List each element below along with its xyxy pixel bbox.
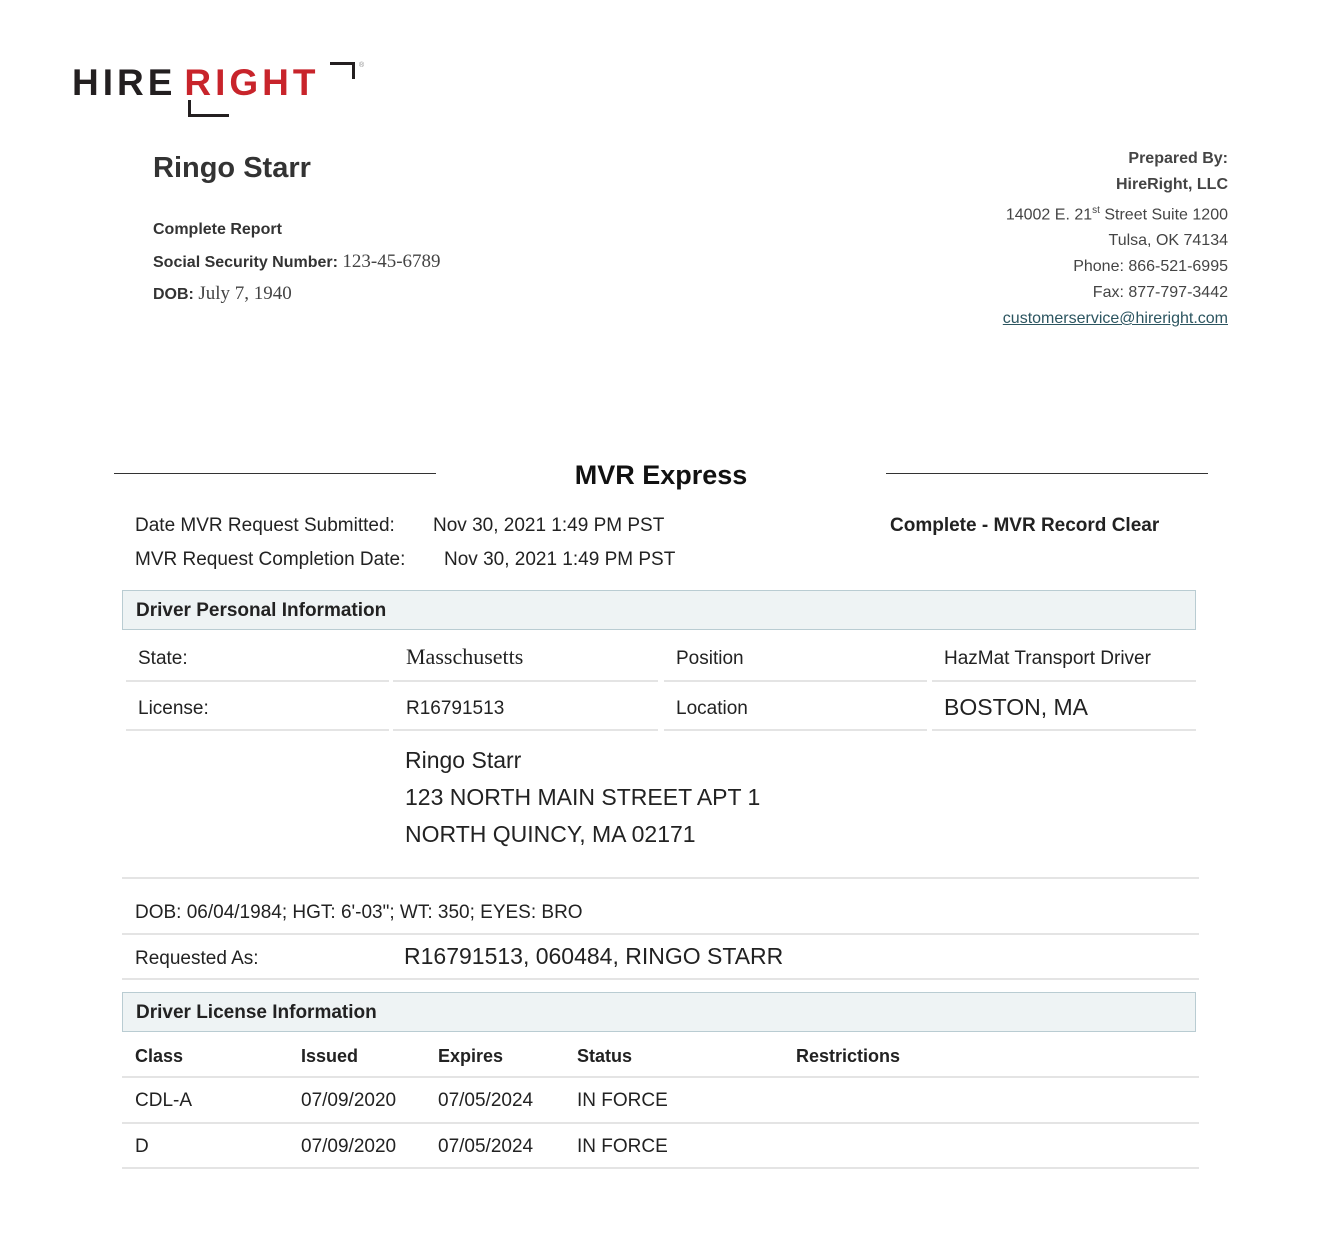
state-value: Masschusetts (406, 644, 524, 669)
prepared-by-company: HireRight, LLC (1116, 176, 1228, 193)
divider (664, 729, 927, 731)
divider (932, 729, 1196, 731)
subject-name: Ringo Starr (153, 152, 311, 184)
hireright-logo: HIRE RIGHT (72, 62, 320, 103)
cell-issued: 07/09/2020 (301, 1090, 397, 1111)
divider (122, 1122, 1199, 1124)
address-line: Ringo Starr (405, 747, 522, 773)
cell-status: IN FORCE (577, 1090, 668, 1111)
divider (932, 680, 1196, 682)
column-header-restrictions: Restrictions (796, 1046, 901, 1066)
cell-status: IN FORCE (577, 1136, 668, 1157)
prepared-by-email[interactable] (1003, 310, 1228, 328)
submitted-value: Nov 30, 2021 1:49 PM PST (433, 515, 665, 536)
requested-as-value: R16791513, 060484, RINGO STARR (404, 943, 784, 969)
prepared-by-address: 14002 E. 21st Street Suite 1200 (1005, 205, 1228, 224)
registered-mark: ® (359, 62, 365, 69)
completed-value: Nov 30, 2021 1:49 PM PST (444, 549, 676, 570)
mvr-status: Complete - MVR Record Clear (890, 515, 1160, 536)
position-label: Position (676, 648, 744, 669)
column-header-issued: Issued (301, 1046, 359, 1066)
divider (122, 933, 1199, 935)
cell-expires: 07/05/2024 (438, 1090, 534, 1111)
license-label: License: (138, 698, 209, 719)
divider (664, 680, 927, 682)
position-value: HazMat Transport Driver (944, 648, 1151, 669)
completed-label: MVR Request Completion Date: (135, 549, 406, 570)
section-personal-info: Driver Personal Information (122, 590, 1196, 630)
requested-as-label: Requested As: (135, 948, 259, 969)
logo-bracket (188, 100, 229, 117)
column-header-status: Status (577, 1046, 633, 1066)
address-line: 123 NORTH MAIN STREET APT 1 (405, 784, 761, 810)
logo-bracket (330, 62, 355, 79)
divider (122, 877, 1199, 879)
divider (393, 680, 658, 682)
cell-class: CDL-A (135, 1090, 193, 1111)
cell-class: D (135, 1136, 149, 1157)
address-line: NORTH QUINCY, MA 02171 (405, 821, 696, 847)
column-header-expires: Expires (438, 1046, 504, 1066)
prepared-by-fax: Fax: 877-797-3442 (1092, 284, 1228, 301)
cell-issued: 07/09/2020 (301, 1136, 397, 1157)
dob-line: DOB: July 7, 1940 (153, 283, 292, 304)
physical-description: DOB: 06/04/1984; HGT: 6'-03"; WT: 350; EYES: BRO (135, 902, 583, 923)
email-link[interactable]: customerservice@hireright.com (1002, 310, 1228, 327)
submitted-label: Date MVR Request Submitted: (135, 515, 395, 536)
divider (126, 680, 389, 682)
state-label: State: (138, 648, 188, 669)
cell-expires: 07/05/2024 (438, 1136, 534, 1157)
divider (122, 1076, 1199, 1078)
license-value: R16791513 (406, 698, 505, 719)
divider (393, 729, 658, 731)
location-value: BOSTON, MA (944, 694, 1088, 720)
divider (126, 729, 389, 731)
ssn-line: Social Security Number: 123-45-6789 (153, 251, 441, 272)
prepared-by-label: Prepared By: (1128, 150, 1228, 167)
mvr-title: MVR Express (574, 460, 748, 490)
divider (122, 978, 1199, 980)
section-license-info: Driver License Information (122, 992, 1196, 1032)
location-label: Location (676, 698, 748, 719)
report-type: Complete Report (153, 221, 282, 238)
prepared-by-phone: Phone: 866-521-6995 (1073, 258, 1228, 275)
prepared-by-city: Tulsa, OK 74134 (1108, 232, 1228, 249)
column-header-class: Class (135, 1046, 184, 1066)
divider (122, 1167, 1199, 1169)
